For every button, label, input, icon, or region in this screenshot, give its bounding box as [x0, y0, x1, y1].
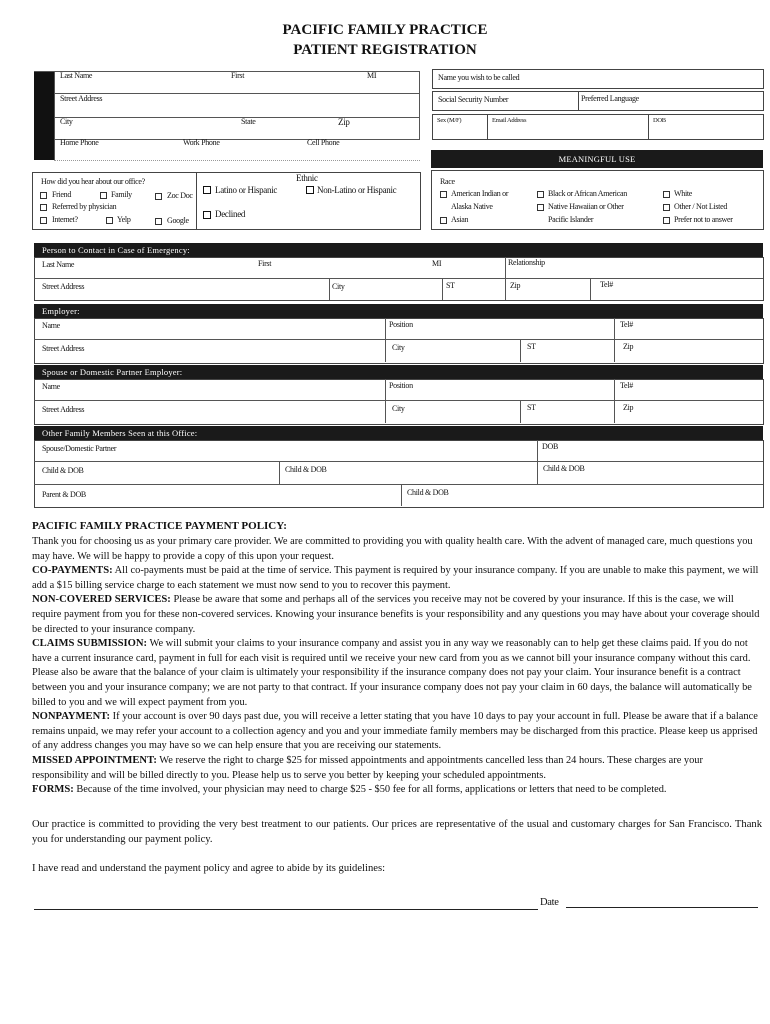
ethnic-checkbox-non-latino[interactable]	[306, 186, 314, 194]
child-dob-label-4[interactable]: Child & DOB	[407, 488, 449, 497]
race-checkbox-white[interactable]	[663, 191, 670, 198]
employer-zip-label[interactable]: Zip	[623, 342, 634, 351]
referral-option-label: Google	[167, 216, 189, 225]
cell-phone-label[interactable]: Cell Phone	[307, 138, 340, 147]
ethnic-option-label: Non-Latino or Hispanic	[317, 185, 397, 195]
patient-street-label[interactable]: Street Address	[60, 94, 103, 103]
email-label: Email Address	[492, 117, 527, 124]
sex-label: Sex (M/F)	[437, 117, 462, 124]
employer-st-label[interactable]: ST	[527, 342, 536, 351]
emergency-city-label[interactable]: City	[332, 282, 345, 291]
race-option-label: Prefer not to answer	[674, 215, 733, 224]
race-checkbox-other[interactable]	[663, 204, 670, 211]
family-header: Other Family Members Seen at this Office:	[34, 426, 763, 440]
race-option-label: Native Hawaiian or Other	[548, 202, 624, 211]
emergency-st-label[interactable]: ST	[446, 281, 455, 290]
race-option-label: Asian	[451, 215, 469, 224]
nonpayment-text: If your account is over 90 days past due, you will receive a letter stating that you have 10 days to pay your account in full. Please be aware that if a balance remains unpaid, we may refer your account to a collection agency and you and your immediate family members may be discharged from this practice. Please keep us apprised of any address changes you may have so we can help ensure that you are receiving our statements.	[32, 711, 758, 752]
referral-checkbox-internet[interactable]	[40, 217, 47, 224]
spouse-employer-street-label[interactable]: Street Address	[42, 405, 85, 414]
dob-label: DOB	[653, 117, 666, 124]
patient-first-name-label[interactable]: First	[231, 71, 245, 80]
date-label: Date	[540, 897, 559, 908]
child-dob-label-3[interactable]: Child & DOB	[543, 464, 585, 473]
race-option-label: Other / Not Listed	[674, 202, 728, 211]
meaningful-use-header: MEANINGFUL USE	[431, 150, 763, 168]
ethnic-option-label: Declined	[215, 209, 246, 219]
nonpayment-heading: NONPAYMENT:	[32, 711, 111, 723]
spouse-employer-st-label[interactable]: ST	[527, 403, 536, 412]
race-checkbox-black[interactable]	[537, 191, 544, 198]
emergency-section	[34, 257, 764, 301]
claims-heading: CLAIMS SUBMISSION:	[32, 638, 148, 650]
form-title: PACIFIC FAMILY PRACTICE	[282, 22, 488, 38]
spouse-dob-label[interactable]: DOB	[542, 442, 558, 451]
employer-position-label[interactable]: Position	[389, 320, 413, 329]
spouse-employer-name-label[interactable]: Name	[42, 382, 60, 391]
policy-intro: Thank you for choosing us as your primary care provider. We are committed to providing you with quality health care. With the advent of managed care, much questions you may have. We will be happy to provide a copy of this upon your request.	[32, 536, 753, 562]
referral-option-label: Friend	[52, 190, 72, 199]
referral-option-label: Yelp	[117, 215, 131, 224]
race-label: Race	[440, 177, 455, 186]
referral-option-label: Zoc Doc	[167, 191, 193, 200]
spouse-partner-label[interactable]: Spouse/Domestic Partner	[42, 444, 117, 453]
policy-body	[32, 535, 762, 798]
referral-option-label: Internet?	[52, 215, 78, 224]
race-checkbox-asian[interactable]	[440, 217, 447, 224]
race-option-label: Pacific Islander	[548, 215, 594, 224]
ethnic-option-label: Latino or Hispanic	[215, 185, 278, 195]
emergency-first-name-label[interactable]: First	[258, 259, 272, 268]
forms-text: Because of the time involved, your physician may need to charge $25 - $50 fee for all forms, applications or letters that need to be completed.	[73, 784, 667, 796]
referral-checkbox-yelp[interactable]	[106, 217, 113, 224]
side-black-bar	[34, 71, 54, 160]
race-checkbox-american-indian[interactable]	[440, 191, 447, 198]
ethnic-checkbox-declined[interactable]	[203, 211, 211, 219]
race-checkbox-native-hawaiian[interactable]	[537, 204, 544, 211]
referral-checkbox-friend[interactable]	[40, 192, 47, 199]
spouse-employer-zip-label[interactable]: Zip	[623, 403, 634, 412]
signature-line[interactable]	[34, 909, 538, 910]
ethnic-checkbox-latino[interactable]	[203, 186, 211, 194]
referral-checkbox-family[interactable]	[100, 192, 107, 199]
child-dob-label-1[interactable]: Child & DOB	[42, 466, 84, 475]
patient-mi-label[interactable]: MI	[367, 71, 377, 80]
policy-title: PACIFIC FAMILY PRACTICE PAYMENT POLICY:	[32, 520, 287, 532]
patient-zip-label[interactable]: Zip	[338, 117, 350, 127]
noncovered-text: Please be aware that some and perhaps all of the services you receive may not be covered by your insurance. If this is the case, we will require payment from you for these non-covered services. Knowing your insurance benefits is your responsibility and any questions you may have about your coverage should be directed to your insurance company.	[32, 594, 760, 635]
race-checkbox-prefer-not[interactable]	[663, 217, 670, 224]
emergency-mi-label[interactable]: MI	[432, 259, 442, 268]
employer-header: Employer:	[34, 304, 763, 318]
emergency-header: Person to Contact in Case of Emergency:	[34, 243, 763, 257]
emergency-zip-label[interactable]: Zip	[510, 281, 521, 290]
commitment-text: Our practice is committed to providing the very best treatment to our patients. Our prices are representative of the usual and customary charges for San Francisco. Thank you for understanding our payment policy.	[32, 819, 762, 845]
form-subtitle: PATIENT REGISTRATION	[293, 42, 477, 58]
ssn-label: Social Security Number	[438, 95, 509, 104]
forms-heading: FORMS:	[32, 784, 74, 796]
referral-checkbox-zocdoc[interactable]	[155, 193, 162, 200]
race-option-label: Black or African American	[548, 189, 627, 198]
race-option-label: White	[674, 189, 693, 198]
employer-street-label[interactable]: Street Address	[42, 344, 85, 353]
emergency-tel-label[interactable]: Tel#	[600, 280, 613, 289]
missed-heading: MISSED APPOINTMENT:	[32, 754, 157, 766]
referral-option-label: Family	[111, 190, 132, 199]
emergency-relationship-label[interactable]: Relationship	[508, 258, 545, 267]
missed-text: We reserve the right to charge $25 for missed appointments and appointments cancelled less than 24 hours. These charges are your responsibility and will be billed directly to you. Please help us to serve you better by keeping your scheduled appointments.	[32, 754, 703, 781]
family-section	[34, 440, 764, 508]
ethnic-title: Ethnic	[296, 173, 318, 183]
employer-tel-label[interactable]: Tel#	[620, 320, 633, 329]
employer-city-label[interactable]: City	[392, 343, 405, 352]
date-line[interactable]	[566, 907, 758, 908]
employer-name-label[interactable]: Name	[42, 321, 60, 330]
parent-dob-label[interactable]: Parent & DOB	[42, 490, 86, 499]
patient-last-name-label[interactable]: Last Name	[60, 71, 93, 80]
referral-checkbox-google[interactable]	[155, 218, 162, 225]
agreement-text: I have read and understand the payment policy and agree to abide by its guidelines:	[32, 863, 386, 874]
child-dob-label-2[interactable]: Child & DOB	[285, 465, 327, 474]
copay-text: All co-payments must be paid at the time of service. This payment is required by your insurance company. If you are unable to make this payment, we will add a $15 billing service charge to each statement we must now send to you to recover this payment.	[32, 565, 759, 591]
referral-option-label: Referred by physician	[52, 202, 117, 211]
claims-text: We will submit your claims to your insurance company and assist you in any way we reasonably can to help get these claims paid. If you do not have a current insurance card, payment in full for each visit is required until we receive your new card from you as we cannot bill your insurance company without this card. Please also be aware that the balance of your claim is ultimately your responsibility if the insurance company does not pay your claim. Your insurance benefit is a contract between you and your insurance company; we are not party to that contract. If your insurance company does not pay your claim in 60 days, the balance will automatically be billed to you and we will expect payment from you.	[32, 638, 752, 708]
race-option-label: American Indian or	[451, 189, 509, 198]
patient-state-label[interactable]: State	[241, 117, 256, 126]
spouse-employer-city-label[interactable]: City	[392, 404, 405, 413]
home-phone-label[interactable]: Home Phone	[60, 138, 99, 147]
language-label: Preferred Language	[581, 94, 639, 103]
noncovered-heading: NON-COVERED SERVICES:	[32, 594, 171, 606]
patient-info-section	[34, 71, 420, 161]
patient-city-label[interactable]: City	[60, 117, 73, 126]
emergency-street-label[interactable]: Street Address	[42, 282, 85, 291]
spouse-employer-position-label[interactable]: Position	[389, 381, 413, 390]
copay-heading: CO-PAYMENTS:	[32, 565, 113, 577]
emergency-last-name-label[interactable]: Last Name	[42, 260, 75, 269]
race-option-label: Alaska Native	[451, 202, 493, 211]
spouse-employer-header: Spouse or Domestic Partner Employer:	[34, 365, 763, 379]
work-phone-label[interactable]: Work Phone	[183, 138, 220, 147]
referral-question: How did you hear about our office?	[41, 177, 145, 186]
name-called-label: Name you wish to be called	[438, 73, 520, 82]
spouse-employer-tel-label[interactable]: Tel#	[620, 381, 633, 390]
referral-checkbox-physician[interactable]	[40, 204, 47, 211]
